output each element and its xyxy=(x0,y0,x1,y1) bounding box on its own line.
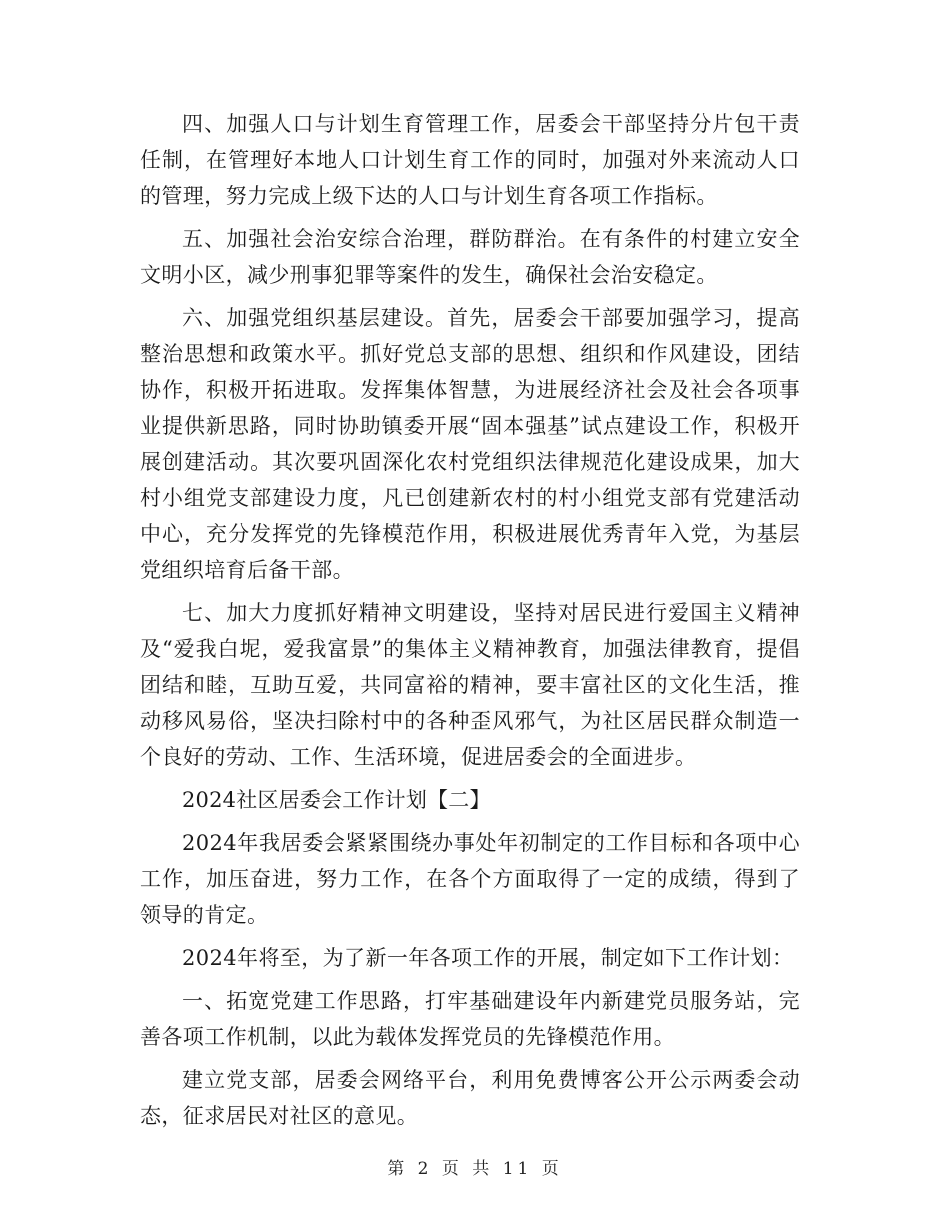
paragraph-plan-intro: 2024年我居委会紧紧围绕办事处年初制定的工作目标和各项中心工作，加压奋进，努力工作，在各个方面取得了一定的成绩，得到了领导的肯定。 xyxy=(140,831,800,927)
paragraph-7-civilization: 七、加大力度抓好精神文明建设，坚持对居民进行爱国主义精神及“爱我白坭，爱我富景”的集体主义精神教育，加强法律教育，提倡团结和睦，互助互爱，共同富裕的精神，要丰富社区的文化生活，推动移风易俗，坚决扫除村中的各种歪风邪气，为社区居民群众制造一个良好的劳动、工作、生活环境，促进居委会的全面进步。 xyxy=(140,601,800,769)
paragraph-5-security: 五、加强社会治安综合治理，群防群治。在有条件的村建立安全文明小区，减少刑事犯罪等案件的发生，确保社会治安稳定。 xyxy=(140,227,800,287)
page-number-footer: 第 2 页 共 11 页 xyxy=(387,1159,563,1179)
document-body xyxy=(140,106,800,1141)
section-heading-plan-2: 2024社区居委会工作计划【二】 xyxy=(182,788,491,812)
paragraph-4-population: 四、加强人口与计划生育管理工作，居委会干部坚持分片包干责任制，在管理好本地人口计划生育工作的同时，加强对外来流动人口的管理，努力完成上级下达的人口与计划生育各项工作指标。 xyxy=(140,112,800,208)
paragraph-plan-item-1: 一、拓宽党建工作思路，打牢基础建设年内新建党员服务站，完善各项工作机制，以此为载体发挥党员的先锋模范作用。 xyxy=(140,989,800,1049)
paragraph-plan-branch: 建立党支部，居委会网络平台，利用免费博客公开公示两委会动态，征求居民对社区的意见。 xyxy=(140,1068,800,1128)
paragraph-6-party-building: 六、加强党组织基层建设。首先，居委会干部要加强学习，提高整治思想和政策水平。抓好党总支部的思想、组织和作风建设，团结协作，积极开拓进取。发挥集体智慧，为进展经济社会及社会各项事业提供新思路，同时协助镇委开展“固本强基”试点建设工作，积极开展创建活动。其次要巩固深化农村党组织法律规范化建设成果，加大村小组党支部建设力度，凡已创建新农村的村小组党支部有党建活动中心，充分发挥党的先锋模范作用，积极进展优秀青年入党，为基层党组织培育后备干部。 xyxy=(140,306,800,582)
paragraph-plan-lead: 2024年将至，为了新一年各项工作的开展，制定如下工作计划： xyxy=(182,946,794,970)
